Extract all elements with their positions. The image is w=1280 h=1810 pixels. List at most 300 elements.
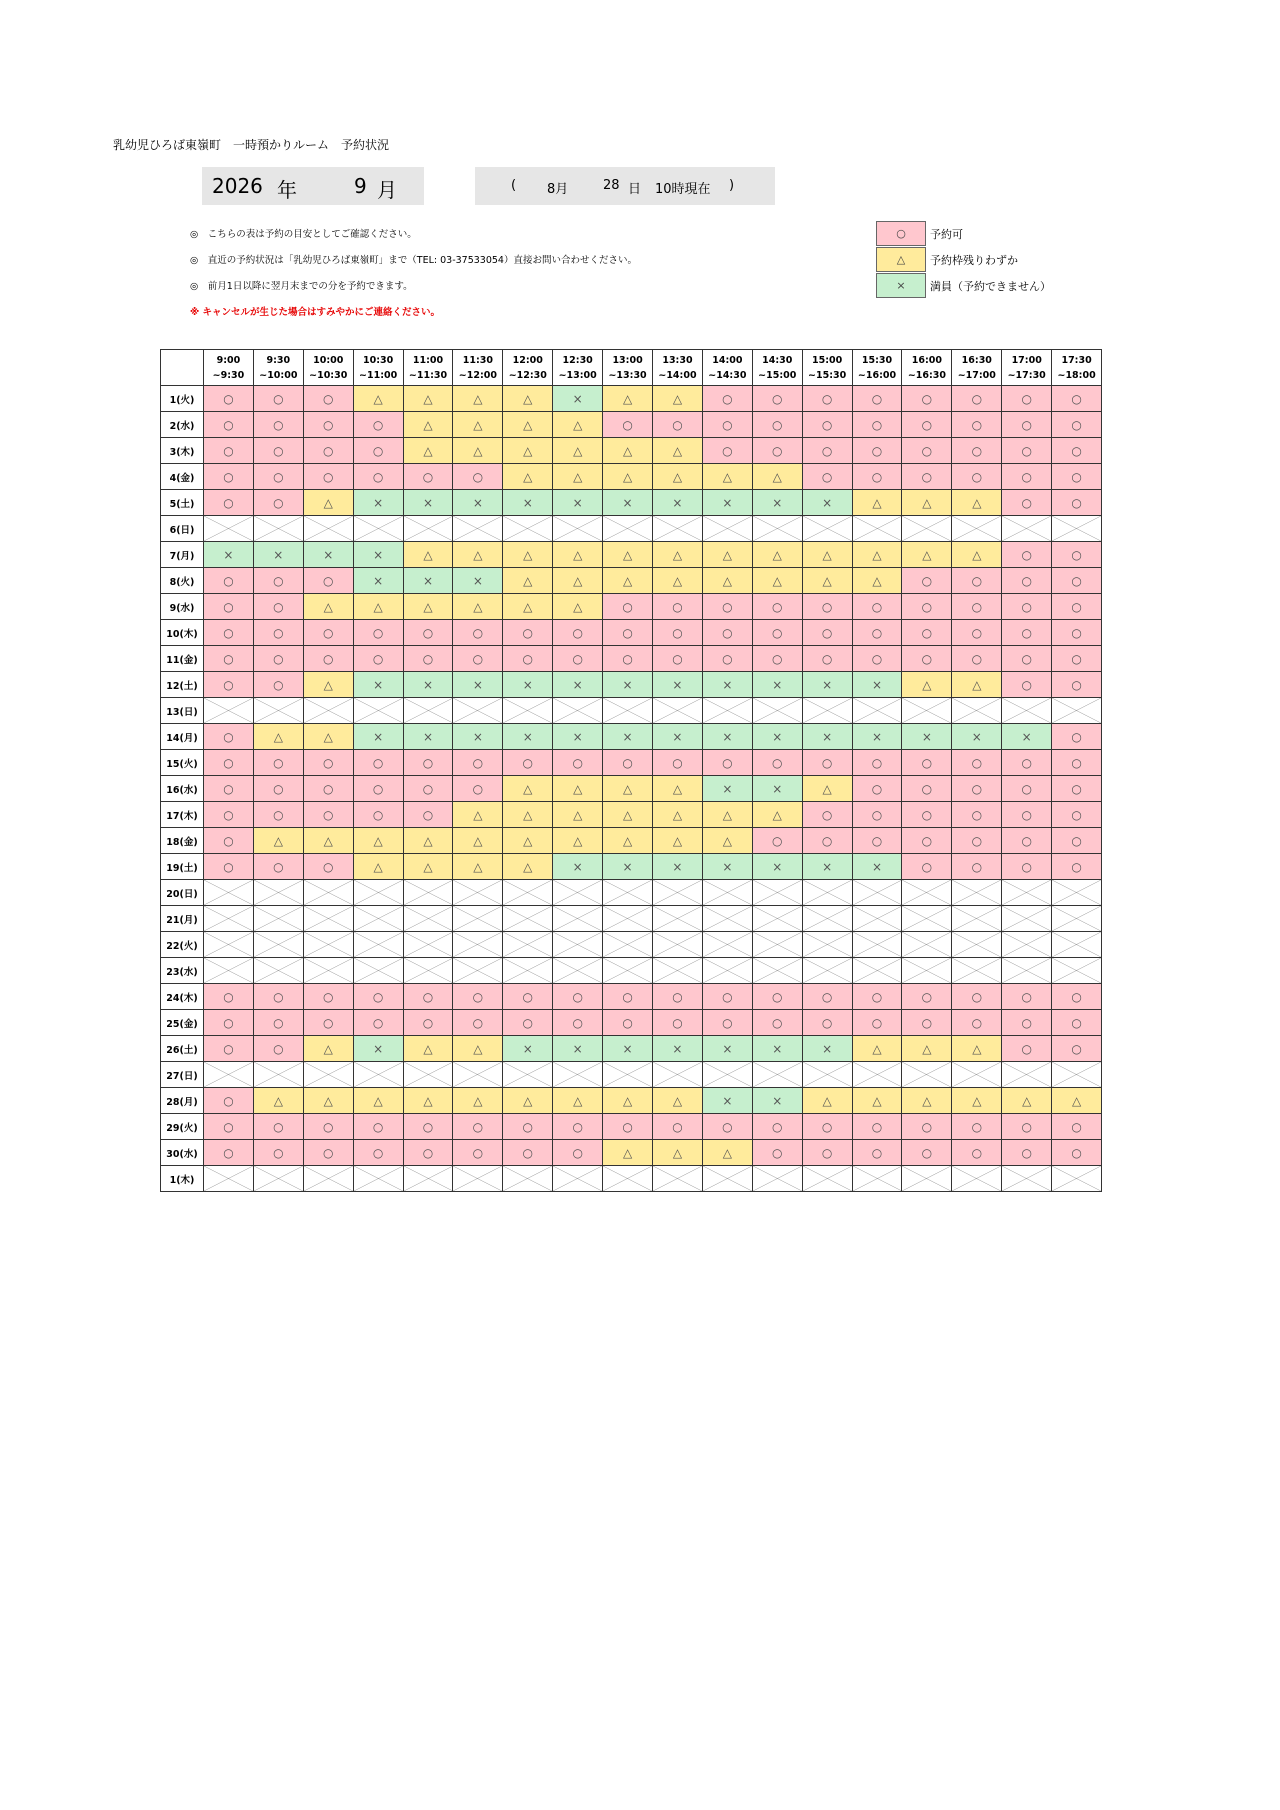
slot-status-cell: ○	[902, 776, 952, 802]
time-slot-header	[453, 350, 503, 386]
slot-status-cell: ○	[952, 1010, 1002, 1036]
closed-cross-icon	[803, 958, 852, 983]
slot-status-cell: ○	[653, 620, 703, 646]
slot-status-cell: ○	[204, 568, 254, 594]
slot-status-cell: △	[952, 542, 1002, 568]
day-label: 1(木)	[161, 1166, 204, 1192]
closed-cross-icon	[453, 698, 502, 723]
time-slot-end: ~9:30	[212, 369, 245, 381]
slot-status-cell: △	[553, 542, 603, 568]
time-slot-end: ~13:00	[558, 369, 597, 381]
day-row	[161, 620, 1102, 646]
time-slot-header	[403, 350, 453, 386]
closed-slot-cell	[353, 698, 403, 724]
slot-status-cell: ○	[453, 464, 503, 490]
slot-status-cell: ○	[802, 750, 852, 776]
slot-status-cell: △	[353, 828, 403, 854]
closed-cross-icon	[553, 880, 602, 905]
slot-status-cell: ○	[1052, 1140, 1102, 1166]
closed-cross-icon	[354, 1166, 403, 1191]
closed-cross-icon	[503, 1166, 552, 1191]
time-slot-start: 11:30	[462, 354, 494, 366]
closed-cross-icon	[503, 698, 552, 723]
legend-full	[876, 273, 1076, 298]
slot-status-cell: ○	[852, 386, 902, 412]
legend-swatch-full: ×	[876, 273, 926, 298]
closed-cross-icon	[453, 1166, 502, 1191]
closed-slot-cell	[1052, 958, 1102, 984]
closed-cross-icon	[703, 880, 752, 905]
slot-status-cell: ○	[253, 412, 303, 438]
slot-status-cell: ○	[752, 1114, 802, 1140]
closed-slot-cell	[403, 1062, 453, 1088]
slot-status-cell: ○	[852, 438, 902, 464]
closed-cross-icon	[304, 906, 353, 931]
closed-slot-cell	[553, 906, 603, 932]
slot-status-cell: ×	[702, 776, 752, 802]
closed-cross-icon	[503, 880, 552, 905]
closed-cross-icon	[952, 958, 1001, 983]
slot-status-cell: ×	[802, 1036, 852, 1062]
closed-cross-icon	[1052, 1166, 1101, 1191]
closed-cross-icon	[354, 516, 403, 541]
closed-slot-cell	[752, 1062, 802, 1088]
as-of-month: 8月	[547, 182, 569, 197]
closed-cross-icon	[204, 932, 253, 957]
closed-cross-icon	[404, 932, 453, 957]
slot-status-cell: ×	[752, 854, 802, 880]
time-slot-header	[1052, 350, 1102, 386]
slot-status-cell: ×	[653, 724, 703, 750]
slot-status-cell: ×	[553, 724, 603, 750]
time-slot-end: ~11:30	[408, 369, 448, 381]
closed-cross-icon	[603, 932, 652, 957]
slot-status-cell: ×	[752, 724, 802, 750]
time-slot-end: ~14:00	[658, 369, 697, 381]
legend-available	[876, 221, 1076, 246]
closed-slot-cell	[453, 906, 503, 932]
closed-slot-cell	[204, 906, 254, 932]
closed-cross-icon	[902, 516, 951, 541]
closed-slot-cell	[702, 698, 752, 724]
slot-status-cell: △	[752, 802, 802, 828]
closed-slot-cell	[952, 1166, 1002, 1192]
slot-status-cell: ×	[802, 724, 852, 750]
slot-status-cell: △	[852, 490, 902, 516]
closed-slot-cell	[403, 958, 453, 984]
as-of-box	[475, 167, 775, 205]
closed-cross-icon	[1002, 958, 1051, 983]
slot-status-cell: △	[503, 854, 553, 880]
slot-status-cell: ×	[852, 854, 902, 880]
day-label: 12(土)	[161, 672, 204, 698]
slot-status-cell: ○	[204, 1088, 254, 1114]
slot-status-cell: ○	[303, 620, 353, 646]
closed-cross-icon	[254, 906, 303, 931]
slot-status-cell: ○	[1002, 828, 1052, 854]
closed-cross-icon	[853, 1062, 902, 1087]
slot-status-cell: △	[353, 594, 403, 620]
closed-slot-cell	[702, 1062, 752, 1088]
slot-status-cell: ×	[952, 724, 1002, 750]
closed-cross-icon	[853, 698, 902, 723]
closed-slot-cell	[802, 1062, 852, 1088]
slot-status-cell: ○	[1052, 594, 1102, 620]
time-slot-header	[303, 350, 353, 386]
day-label: 5(土)	[161, 490, 204, 516]
slot-status-cell: ○	[603, 1010, 653, 1036]
day-label: 22(火)	[161, 932, 204, 958]
day-row	[161, 1062, 1102, 1088]
slot-status-cell: ○	[952, 464, 1002, 490]
time-slot-end: ~13:30	[608, 369, 647, 381]
closed-slot-cell	[1052, 516, 1102, 542]
closed-cross-icon	[1052, 1062, 1101, 1087]
slot-status-cell: △	[1002, 1088, 1052, 1114]
slot-status-cell: △	[603, 386, 653, 412]
time-slot-start: 10:00	[313, 354, 344, 366]
slot-status-cell: △	[802, 776, 852, 802]
closed-slot-cell	[603, 516, 653, 542]
slot-status-cell: ○	[802, 620, 852, 646]
slot-status-cell: ×	[702, 1036, 752, 1062]
closed-cross-icon	[453, 958, 502, 983]
closed-slot-cell	[603, 1062, 653, 1088]
slot-status-cell: △	[253, 724, 303, 750]
slot-status-cell: ○	[303, 438, 353, 464]
closed-cross-icon	[553, 1166, 602, 1191]
slot-status-cell: ○	[653, 646, 703, 672]
closed-slot-cell	[303, 932, 353, 958]
slot-status-cell: △	[503, 386, 553, 412]
closed-cross-icon	[1002, 516, 1051, 541]
slot-status-cell: ○	[1002, 1010, 1052, 1036]
closed-slot-cell	[702, 932, 752, 958]
slot-status-cell: ○	[204, 984, 254, 1010]
slot-status-cell: ×	[553, 854, 603, 880]
slot-status-cell: △	[503, 1088, 553, 1114]
closed-slot-cell	[204, 1062, 254, 1088]
slot-status-cell: △	[403, 542, 453, 568]
slot-status-cell: ×	[453, 490, 503, 516]
slot-status-cell: ○	[702, 646, 752, 672]
slot-status-cell: ×	[403, 568, 453, 594]
time-slot-start: 12:30	[562, 354, 593, 366]
slot-status-cell: ○	[1052, 542, 1102, 568]
closed-slot-cell	[353, 880, 403, 906]
slot-status-cell: ×	[752, 1036, 802, 1062]
slot-status-cell: ○	[303, 776, 353, 802]
closed-slot-cell	[752, 516, 802, 542]
closed-cross-icon	[603, 1166, 652, 1191]
slot-status-cell: ×	[553, 386, 603, 412]
slot-status-cell: ○	[253, 568, 303, 594]
closed-slot-cell	[553, 880, 603, 906]
closed-slot-cell	[303, 698, 353, 724]
closed-cross-icon	[553, 932, 602, 957]
slot-status-cell: ○	[353, 646, 403, 672]
closed-cross-icon	[453, 1062, 502, 1087]
closed-cross-icon	[1052, 906, 1101, 931]
time-slot-end: ~12:00	[458, 369, 497, 381]
closed-cross-icon	[304, 958, 353, 983]
slot-status-cell: ○	[902, 1114, 952, 1140]
slot-status-cell: △	[503, 464, 553, 490]
slot-status-cell: ○	[204, 802, 254, 828]
closed-cross-icon	[803, 932, 852, 957]
closed-cross-icon	[1002, 1062, 1051, 1087]
slot-status-cell: △	[553, 568, 603, 594]
closed-cross-icon	[354, 932, 403, 957]
slot-status-cell: ○	[303, 854, 353, 880]
closed-cross-icon	[354, 906, 403, 931]
slot-status-cell: ○	[1002, 750, 1052, 776]
closed-slot-cell	[553, 1166, 603, 1192]
slot-status-cell: ○	[204, 672, 254, 698]
closed-slot-cell	[1002, 516, 1052, 542]
time-slot-end: ~16:30	[907, 369, 947, 381]
slot-status-cell: △	[653, 542, 703, 568]
closed-slot-cell	[902, 516, 952, 542]
closed-slot-cell	[553, 958, 603, 984]
closed-slot-cell	[253, 932, 303, 958]
slot-status-cell: ×	[403, 490, 453, 516]
slot-status-cell: △	[902, 672, 952, 698]
slot-status-cell: △	[553, 776, 603, 802]
day-label: 9(水)	[161, 594, 204, 620]
closed-cross-icon	[304, 932, 353, 957]
closed-slot-cell	[752, 1166, 802, 1192]
slot-status-cell: ○	[752, 594, 802, 620]
slot-status-cell: ○	[453, 1114, 503, 1140]
slot-status-cell: △	[603, 568, 653, 594]
closed-cross-icon	[453, 932, 502, 957]
slot-status-cell: ○	[303, 386, 353, 412]
slot-status-cell: ○	[253, 1010, 303, 1036]
slot-status-cell: ○	[702, 1114, 752, 1140]
time-slot-header	[603, 350, 653, 386]
closed-cross-icon	[404, 906, 453, 931]
slot-status-cell: △	[553, 412, 603, 438]
slot-status-cell: ○	[204, 1140, 254, 1166]
closed-slot-cell	[802, 880, 852, 906]
slot-status-cell: ○	[1002, 542, 1052, 568]
closed-cross-icon	[803, 516, 852, 541]
closed-slot-cell	[902, 958, 952, 984]
closed-slot-cell	[1002, 932, 1052, 958]
slot-status-cell: ○	[852, 802, 902, 828]
slot-status-cell: ○	[752, 750, 802, 776]
closed-cross-icon	[254, 516, 303, 541]
slot-status-cell: ○	[1002, 464, 1052, 490]
closed-slot-cell	[204, 516, 254, 542]
day-label: 30(水)	[161, 1140, 204, 1166]
slot-status-cell: ×	[702, 490, 752, 516]
slot-status-cell: ○	[902, 1010, 952, 1036]
day-row	[161, 386, 1102, 412]
slot-status-cell: ○	[253, 438, 303, 464]
slot-status-cell: ×	[603, 490, 653, 516]
slot-status-cell: ○	[653, 750, 703, 776]
slot-status-cell: ○	[1052, 828, 1102, 854]
slot-status-cell: ○	[802, 984, 852, 1010]
slot-status-cell: △	[453, 802, 503, 828]
time-slot-header	[802, 350, 852, 386]
closed-cross-icon	[753, 698, 802, 723]
slot-status-cell: △	[952, 1036, 1002, 1062]
closed-cross-icon	[204, 906, 253, 931]
slot-status-cell: ×	[553, 1036, 603, 1062]
time-slot-start: 16:30	[961, 354, 992, 366]
slot-status-cell: ×	[653, 672, 703, 698]
closed-cross-icon	[902, 906, 951, 931]
slot-status-cell: ○	[253, 646, 303, 672]
slot-status-cell: ○	[1052, 490, 1102, 516]
closed-cross-icon	[952, 516, 1001, 541]
closed-slot-cell	[503, 516, 553, 542]
slot-status-cell: △	[702, 464, 752, 490]
closed-slot-cell	[553, 698, 603, 724]
slot-status-cell: ○	[353, 984, 403, 1010]
closed-cross-icon	[1052, 880, 1101, 905]
closed-slot-cell	[1002, 698, 1052, 724]
slot-status-cell: ○	[1052, 438, 1102, 464]
slot-status-cell: ○	[1052, 1114, 1102, 1140]
slot-status-cell: ○	[902, 828, 952, 854]
slot-status-cell: ○	[553, 1140, 603, 1166]
closed-cross-icon	[703, 1166, 752, 1191]
slot-status-cell: ○	[752, 1140, 802, 1166]
closed-slot-cell	[852, 516, 902, 542]
slot-status-cell: ○	[1052, 776, 1102, 802]
time-slot-end: ~14:30	[708, 369, 747, 381]
slot-status-cell: ○	[303, 750, 353, 776]
slot-status-cell: ○	[952, 802, 1002, 828]
slot-status-cell: △	[752, 464, 802, 490]
time-slot-end: ~10:00	[259, 369, 298, 381]
closed-slot-cell	[653, 906, 703, 932]
slot-status-cell: ○	[403, 984, 453, 1010]
slot-status-cell: ○	[253, 1140, 303, 1166]
slot-status-cell: ×	[752, 776, 802, 802]
closed-cross-icon	[1002, 880, 1051, 905]
slot-status-cell: ○	[702, 750, 752, 776]
slot-status-cell: ○	[752, 438, 802, 464]
slot-status-cell: ○	[403, 1010, 453, 1036]
closed-slot-cell	[852, 1062, 902, 1088]
closed-cross-icon	[753, 1166, 802, 1191]
slot-status-cell: ×	[353, 490, 403, 516]
slot-status-cell: ○	[902, 412, 952, 438]
slot-status-cell: ○	[752, 1010, 802, 1036]
time-slot-start: 16:00	[911, 354, 943, 366]
slot-status-cell: △	[553, 1088, 603, 1114]
closed-cross-icon	[1002, 1166, 1051, 1191]
slot-status-cell: ○	[353, 438, 403, 464]
slot-status-cell: ○	[802, 464, 852, 490]
closed-slot-cell	[952, 516, 1002, 542]
slot-status-cell: ○	[1002, 490, 1052, 516]
closed-slot-cell	[303, 958, 353, 984]
slot-status-cell: △	[702, 1140, 752, 1166]
day-label: 26(土)	[161, 1036, 204, 1062]
slot-status-cell: △	[403, 854, 453, 880]
day-row	[161, 568, 1102, 594]
slot-status-cell: △	[403, 828, 453, 854]
closed-cross-icon	[304, 698, 353, 723]
slot-status-cell: ○	[702, 1010, 752, 1036]
time-slot-start: 17:00	[1011, 354, 1042, 366]
closed-cross-icon	[503, 516, 552, 541]
closed-cross-icon	[404, 958, 453, 983]
slot-status-cell: ○	[902, 984, 952, 1010]
slot-status-cell: ×	[503, 672, 553, 698]
day-label: 16(水)	[161, 776, 204, 802]
closed-cross-icon	[603, 880, 652, 905]
slot-status-cell: ×	[453, 672, 503, 698]
slot-status-cell: ○	[303, 568, 353, 594]
slot-status-cell: ○	[852, 984, 902, 1010]
slot-status-cell: ○	[303, 802, 353, 828]
slot-status-cell: △	[603, 828, 653, 854]
closed-slot-cell	[1002, 958, 1052, 984]
day-label: 4(金)	[161, 464, 204, 490]
closed-cross-icon	[803, 906, 852, 931]
closed-slot-cell	[902, 932, 952, 958]
slot-status-cell: ○	[752, 412, 802, 438]
slot-status-cell: ○	[702, 620, 752, 646]
slot-status-cell: ○	[802, 1010, 852, 1036]
closed-slot-cell	[802, 698, 852, 724]
closed-slot-cell	[752, 698, 802, 724]
closed-cross-icon	[653, 1062, 702, 1087]
slot-status-cell: △	[603, 1088, 653, 1114]
slot-status-cell: ○	[952, 854, 1002, 880]
slot-status-cell: ○	[204, 490, 254, 516]
closed-slot-cell	[303, 1166, 353, 1192]
document-title: 乳幼児ひろば東嶺町 一時預かりルーム 予約状況	[113, 138, 390, 152]
closed-slot-cell	[503, 906, 553, 932]
closed-cross-icon	[1002, 932, 1051, 957]
closed-slot-cell	[503, 958, 553, 984]
legend-swatch-available: ○	[876, 221, 926, 246]
slot-status-cell: ○	[253, 490, 303, 516]
time-slot-header	[852, 350, 902, 386]
day-label: 1(火)	[161, 386, 204, 412]
legend-swatch-few-left: △	[876, 247, 926, 272]
slot-status-cell: ○	[952, 594, 1002, 620]
closed-slot-cell	[902, 1166, 952, 1192]
slot-status-cell: △	[852, 1088, 902, 1114]
closed-cross-icon	[653, 516, 702, 541]
slot-status-cell: ○	[902, 594, 952, 620]
time-slot-start: 14:30	[762, 354, 793, 366]
year-month-box	[202, 167, 424, 205]
closed-cross-icon	[853, 516, 902, 541]
closed-cross-icon	[803, 880, 852, 905]
closed-slot-cell	[702, 958, 752, 984]
closed-slot-cell	[403, 906, 453, 932]
header-corner	[161, 350, 204, 386]
slot-status-cell: ○	[204, 1036, 254, 1062]
year-unit: 年	[277, 178, 297, 202]
closed-cross-icon	[603, 1062, 652, 1087]
day-row	[161, 958, 1102, 984]
slot-status-cell: ○	[1052, 1010, 1102, 1036]
slot-status-cell: △	[752, 568, 802, 594]
closed-cross-icon	[553, 906, 602, 931]
closed-cross-icon	[753, 516, 802, 541]
